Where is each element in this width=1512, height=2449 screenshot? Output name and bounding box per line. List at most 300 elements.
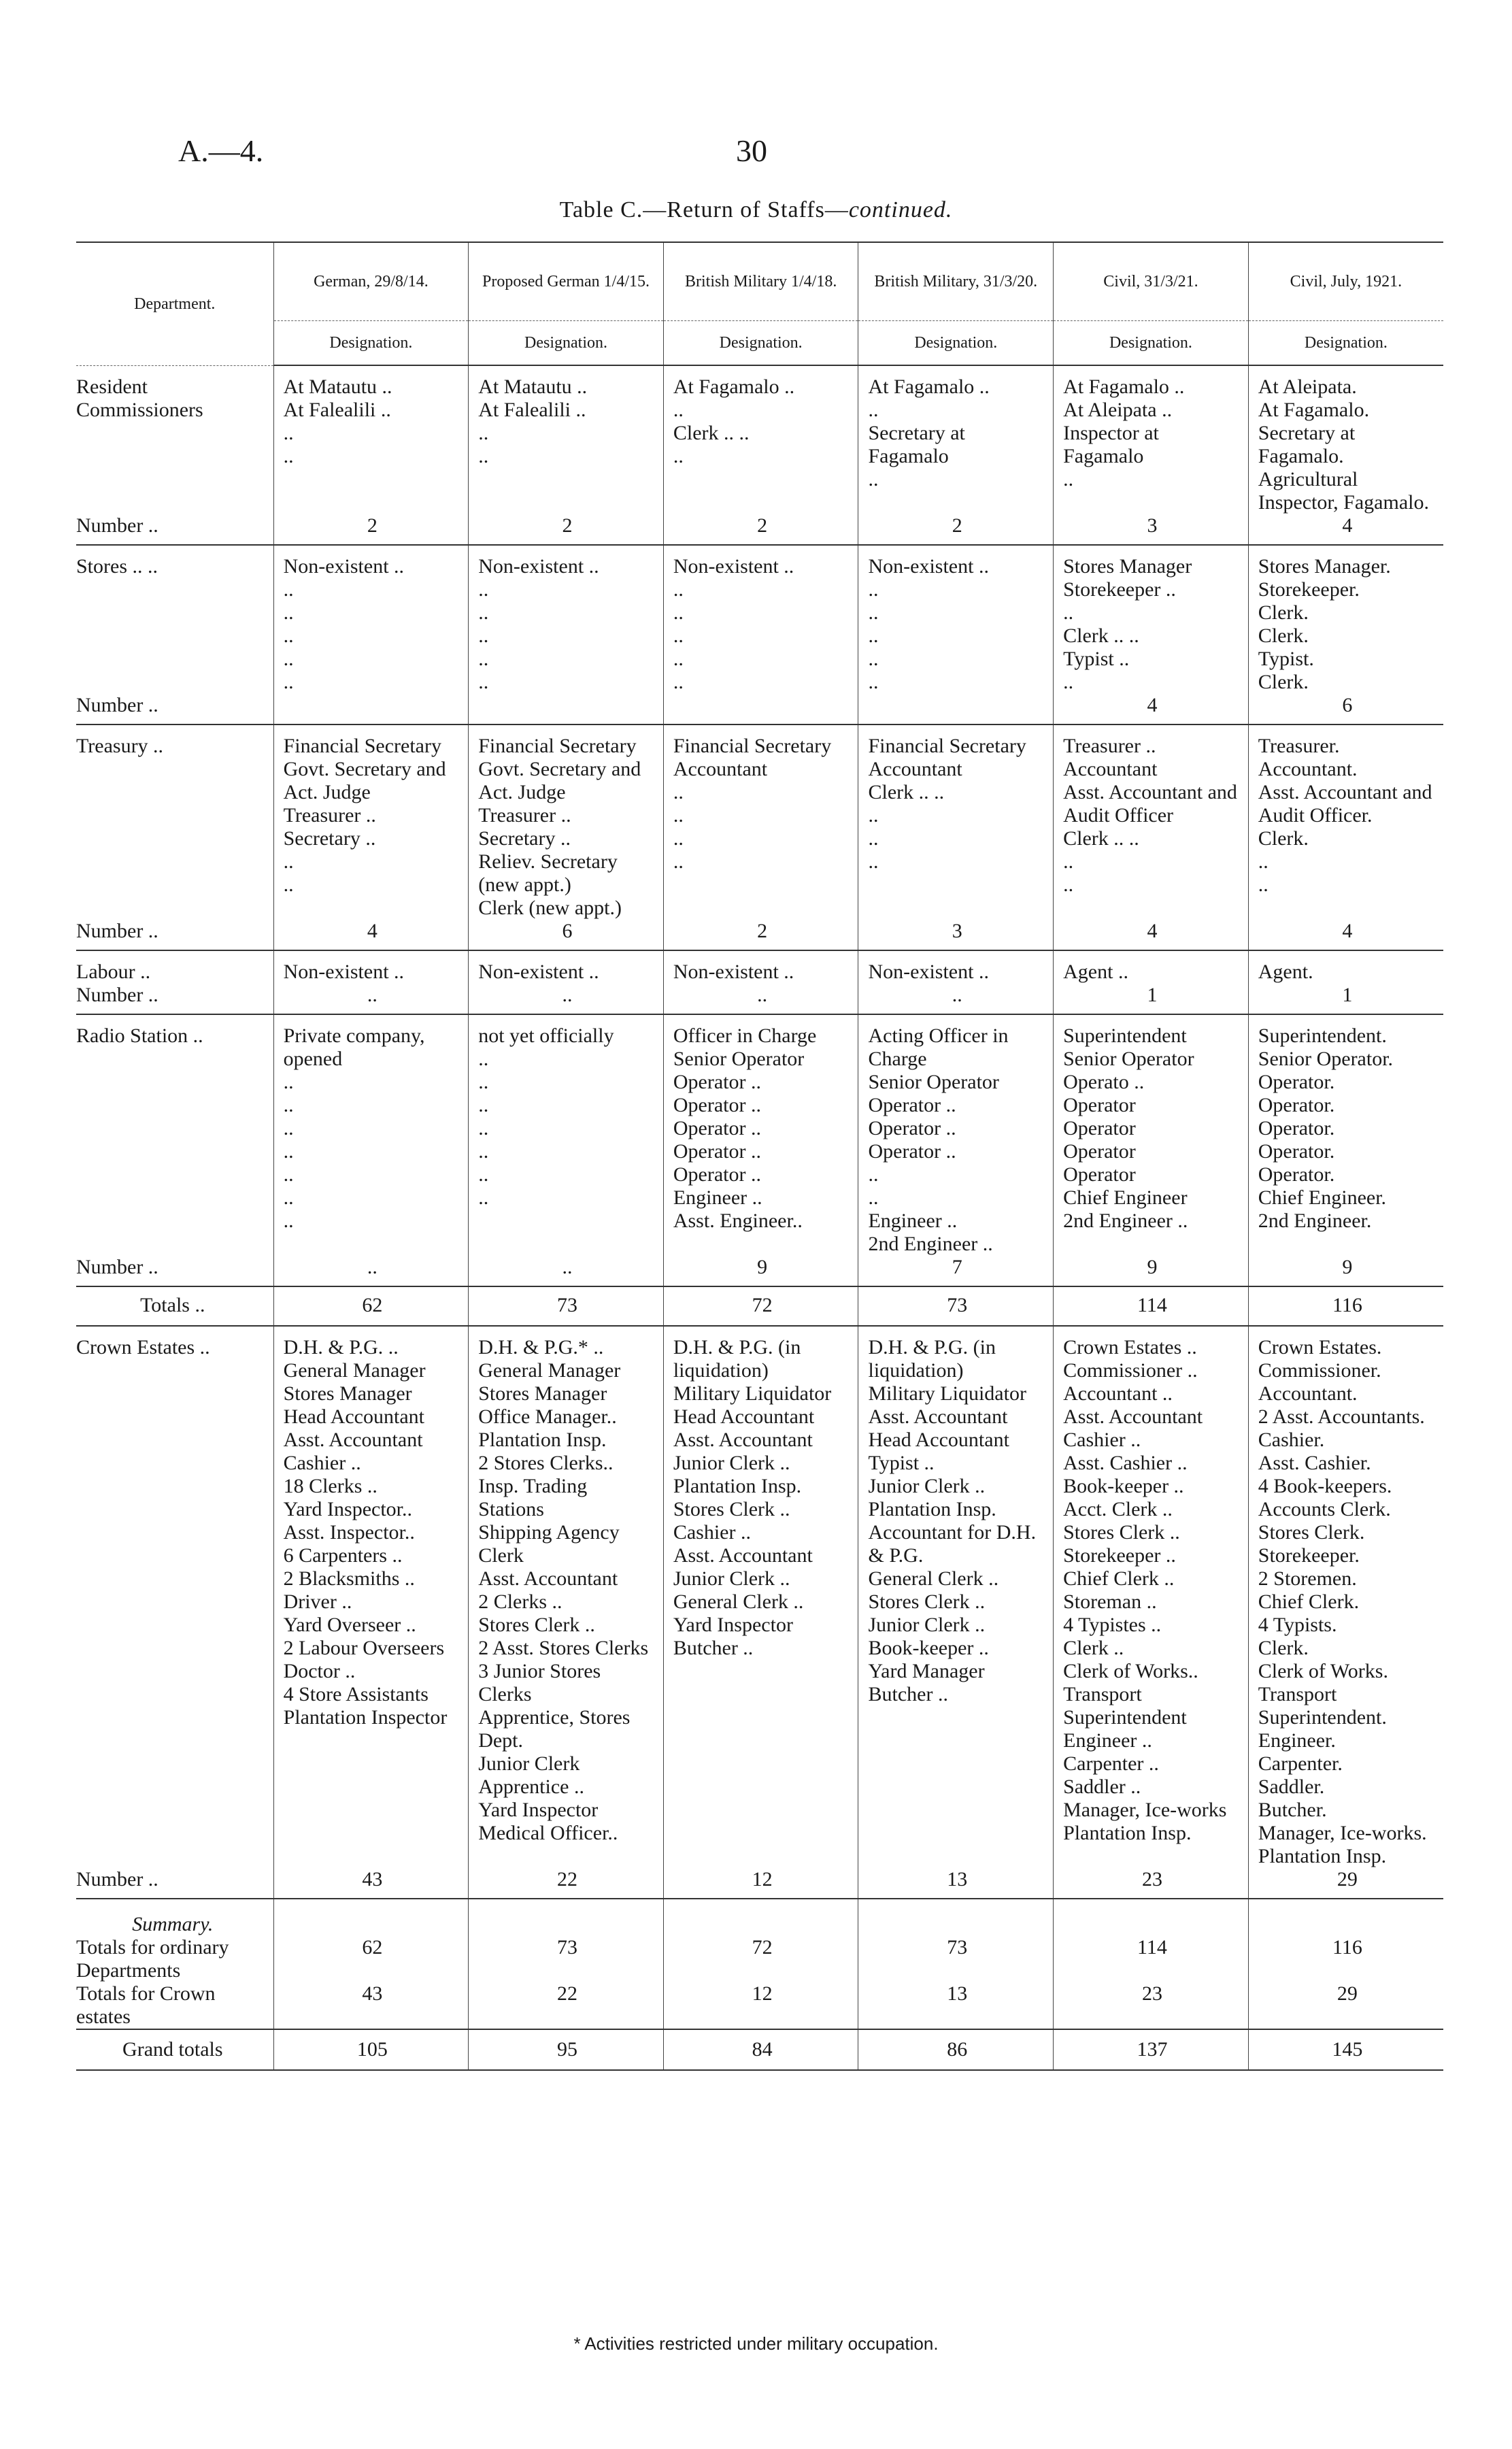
staff-count: 3: [858, 920, 1054, 950]
designation-header: Designation.: [1054, 321, 1249, 366]
department-header: Department.: [76, 242, 273, 365]
designation-line: D.H. & P.G. (in liquidation): [673, 1336, 801, 1382]
number-label: Number ..: [76, 920, 273, 950]
designation-line: Storekeeper.: [1258, 578, 1360, 601]
designation-line: ..: [868, 399, 879, 421]
designation-line: Cashier.: [1258, 1429, 1325, 1451]
table-row: [76, 545, 1443, 694]
designation-line: ..: [478, 1071, 489, 1093]
designation-line: Engineer ..: [868, 1210, 958, 1232]
staff-count: 1: [1248, 984, 1443, 1014]
designation-line: Operator ..: [868, 1117, 956, 1139]
grand-total-value: 95: [469, 2029, 664, 2070]
designation-line: ..: [1063, 601, 1074, 624]
designation-cell: [858, 545, 1054, 694]
designation-cell: [663, 724, 858, 920]
designation-line: Junior Clerk ..: [673, 1567, 790, 1590]
staff-count: 23: [1054, 1868, 1249, 1899]
staff-count: [469, 694, 664, 724]
designation-line: Junior Clerk ..: [868, 1475, 986, 1497]
designation-cell: [273, 950, 469, 984]
designation-line: Asst. Cashier.: [1258, 1452, 1371, 1474]
column-header: British Military 1/4/18.: [663, 242, 858, 321]
designation-line: Acct. Clerk ..: [1063, 1498, 1173, 1520]
staff-count: 6: [1248, 694, 1443, 724]
designation-line: Non-existent ..: [478, 555, 599, 578]
designation-line: Reliev. Secretary (new appt.): [478, 850, 618, 896]
designation-line: General Clerk ..: [868, 1567, 999, 1590]
designation-line: 2 Asst. Stores Clerks: [478, 1637, 649, 1659]
crown-estates-body: [76, 1326, 1443, 1899]
designation-line: 4 Store Assistants: [283, 1683, 429, 1705]
designation-line: ..: [673, 827, 684, 850]
column-header: Civil, July, 1921.: [1248, 242, 1443, 321]
designation-line: ..: [673, 804, 684, 827]
page-reference: A.—4.: [178, 133, 264, 168]
summary-spacer: [1054, 1899, 1249, 1936]
designation-cell: [469, 950, 664, 984]
designation-line: ..: [868, 624, 879, 647]
designation-line: ..: [673, 445, 684, 467]
grand-totals-row: [76, 2029, 1443, 2070]
designation-line: ..: [478, 1140, 489, 1163]
designation-line: Operator ..: [673, 1071, 761, 1093]
designation-cell: [273, 365, 469, 514]
designation-line: ..: [673, 601, 684, 624]
designation-line: Doctor ..: [283, 1660, 356, 1682]
designation-line: 2nd Engineer.: [1258, 1210, 1372, 1232]
designation-line: Stores Clerk.: [1258, 1521, 1365, 1544]
designation-line: Storekeeper ..: [1063, 1544, 1176, 1567]
designation-line: ..: [283, 1186, 294, 1209]
designation-line: Stores Clerk ..: [868, 1590, 986, 1613]
designation-cell: [663, 950, 858, 984]
designation-line: 2 Storemen.: [1258, 1567, 1357, 1590]
designation-line: Non-existent ..: [868, 555, 989, 578]
staff-count: ..: [858, 984, 1054, 1014]
designation-cell: [858, 1326, 1054, 1868]
designation-cell: [1054, 1014, 1249, 1256]
designation-line: Secretary at Fagamalo.: [1258, 422, 1356, 467]
designation-line: ..: [1063, 873, 1074, 896]
designation-line: Stores Clerk ..: [1063, 1521, 1180, 1544]
number-row: [76, 1868, 1443, 1899]
designation-header: Designation.: [663, 321, 858, 366]
designation-line: Asst. Cashier ..: [1063, 1452, 1188, 1474]
designation-cell: [273, 724, 469, 920]
designation-line: ..: [868, 804, 879, 827]
designation-line: ..: [478, 445, 489, 467]
designation-line: Clerk .. ..: [673, 422, 750, 444]
designation-line: Operator ..: [673, 1163, 761, 1186]
designation-line: At Fagamalo ..: [673, 376, 795, 398]
number-row: [76, 694, 1443, 724]
designation-line: ..: [283, 1140, 294, 1163]
designation-line: At Fagamalo ..: [868, 376, 990, 398]
designation-line: Treasurer ..: [1063, 735, 1156, 757]
designation-line: ..: [478, 601, 489, 624]
designation-line: Plantation Insp.: [673, 1475, 802, 1497]
designation-line: At Matautu ..: [478, 376, 588, 398]
staff-count: 43: [273, 1868, 469, 1899]
staff-count: 22: [469, 1868, 664, 1899]
staff-return-table: [76, 241, 1443, 2071]
number-label: Number ..: [76, 514, 273, 545]
designation-line: 2 Clerks ..: [478, 1590, 562, 1613]
designation-cell: [469, 545, 664, 694]
designation-cell: [1054, 1326, 1249, 1868]
designation-line: Operator: [1063, 1117, 1136, 1139]
designation-line: Yard Inspector: [478, 1799, 599, 1821]
designation-line: Accountant: [1063, 758, 1158, 780]
designation-cell: [858, 365, 1054, 514]
designation-line: Senior Operator: [673, 1048, 805, 1070]
designation-line: Asst. Accountant and Audit Officer: [1063, 781, 1237, 827]
number-row: [76, 920, 1443, 950]
designation-line: ..: [673, 671, 684, 693]
grand-total-value: 84: [663, 2029, 858, 2070]
designation-line: Transport Superintendent: [1063, 1683, 1187, 1729]
designation-line: Asst. Accountant and Audit Officer.: [1258, 781, 1432, 827]
designation-line: Office Manager..: [478, 1405, 617, 1428]
designation-line: ..: [1258, 850, 1269, 873]
designation-line: ..: [1063, 850, 1074, 873]
designation-line: Junior Clerk ..: [868, 1614, 986, 1636]
designation-line: Book-keeper ..: [868, 1637, 989, 1659]
designation-line: Operator.: [1258, 1117, 1335, 1139]
number-label: Number ..: [76, 694, 273, 724]
designation-line: Storekeeper ..: [1063, 578, 1176, 601]
number-row: [76, 1256, 1443, 1286]
designation-line: ..: [478, 624, 489, 647]
designation-line: Apprentice, Stores Dept.: [478, 1706, 631, 1752]
designation-line: ..: [478, 578, 489, 601]
designation-line: Stores Clerk ..: [478, 1614, 595, 1636]
designation-line: ..: [283, 624, 294, 647]
designation-line: Carpenter ..: [1063, 1752, 1159, 1775]
designation-cell: [1248, 950, 1443, 984]
designation-cell: [1248, 1014, 1443, 1256]
designation-line: D.H. & P.G. ..: [283, 1336, 399, 1359]
summary-body: [76, 1899, 1443, 2070]
designation-line: Asst. Accountant: [478, 1567, 618, 1590]
department-name: Labour ..: [76, 961, 151, 983]
designation-line: 2nd Engineer ..: [1063, 1210, 1188, 1232]
designation-line: Stores Manager: [1063, 555, 1192, 578]
designation-line: Senior Operator: [868, 1071, 999, 1093]
designation-line: Clerk (new appt.): [478, 897, 622, 919]
designation-line: Inspector at Fagamalo: [1063, 422, 1159, 467]
summary-spacer: [469, 1899, 664, 1936]
designation-line: Typist ..: [868, 1452, 935, 1474]
designation-line: Transport Superintendent.: [1258, 1683, 1387, 1729]
designation-line: Plantation Inspector: [283, 1706, 448, 1729]
totals-value: 73: [858, 1286, 1054, 1326]
designation-line: Chief Engineer: [1063, 1186, 1188, 1209]
designation-cell: [273, 1014, 469, 1256]
designation-line: ..: [478, 422, 489, 444]
designation-line: ..: [673, 781, 684, 803]
designation-line: Accountant.: [1258, 758, 1358, 780]
designation-line: Govt. Secretary and Act. Judge: [478, 758, 641, 803]
designation-line: Apprentice ..: [478, 1776, 584, 1798]
designation-line: Stores Manager.: [1258, 555, 1391, 578]
table-title: Table C.—Return of Staffs—continued.: [559, 197, 953, 222]
summary-spacer: [663, 1899, 858, 1936]
designation-line: Butcher.: [1258, 1799, 1327, 1821]
designation-line: ..: [673, 399, 684, 421]
summary-spacer: [1248, 1899, 1443, 1936]
designation-line: At Falealili ..: [478, 399, 586, 421]
designation-cell: [663, 1326, 858, 1868]
designation-line: Book-keeper ..: [1063, 1475, 1184, 1497]
designation-line: not yet officially: [478, 1024, 614, 1047]
designation-line: Operato ..: [1063, 1071, 1145, 1093]
table-row: [76, 1326, 1443, 1868]
designation-line: Head Accountant: [868, 1429, 1009, 1451]
summary-label: Totals for ordinary Departments: [76, 1936, 229, 1982]
designation-line: ..: [868, 1163, 879, 1186]
designation-line: Military Liquidator: [868, 1382, 1026, 1405]
staff-count: 29: [1248, 1868, 1443, 1899]
designation-cell: [663, 1014, 858, 1256]
staff-count: 9: [663, 1256, 858, 1286]
summary-value: 62: [273, 1936, 469, 1982]
summary-value: 23: [1054, 1982, 1249, 2029]
designation-line: Yard Inspector..: [283, 1498, 412, 1520]
designation-line: ..: [478, 1186, 489, 1209]
designation-line: Clerk .. ..: [1063, 624, 1139, 647]
number-label: Number ..: [76, 1256, 273, 1286]
designation-line: Govt. Secretary and Act. Judge: [283, 758, 446, 803]
designation-cell: [1054, 365, 1249, 514]
designation-line: Clerk .. ..: [1063, 827, 1139, 850]
designation-line: Non-existent ..: [673, 555, 794, 578]
staff-count: 3: [1054, 514, 1249, 545]
designation-line: ..: [1258, 873, 1269, 896]
staff-count: 1: [1054, 984, 1249, 1014]
designation-line: Chief Clerk.: [1258, 1590, 1360, 1613]
column-header: Civil, 31/3/21.: [1054, 242, 1249, 321]
column-header: German, 29/8/14.: [273, 242, 469, 321]
number-label: Number ..: [76, 1868, 273, 1899]
designation-line: Asst. Engineer..: [673, 1210, 803, 1232]
totals-value: 72: [663, 1286, 858, 1326]
summary-value: 22: [469, 1982, 664, 2029]
staff-count: 13: [858, 1868, 1054, 1899]
designation-line: Operator: [1063, 1094, 1136, 1116]
table-row: [76, 950, 1443, 984]
designation-line: Engineer ..: [673, 1186, 762, 1209]
summary-value: 73: [858, 1936, 1054, 1982]
totals-value: 62: [273, 1286, 469, 1326]
table-row: [76, 365, 1443, 514]
designation-line: Yard Overseer ..: [283, 1614, 416, 1636]
designation-line: ..: [868, 601, 879, 624]
totals-value: 73: [469, 1286, 664, 1326]
department-name: Crown Estates ..: [76, 1336, 210, 1359]
designation-cell: [469, 1014, 664, 1256]
staff-count: 4: [273, 920, 469, 950]
designation-line: Asst. Accountant: [868, 1405, 1008, 1428]
designation-line: ..: [283, 873, 294, 896]
designation-line: ..: [283, 422, 294, 444]
designation-line: 4 Typists.: [1258, 1614, 1337, 1636]
number-label: Number ..: [76, 984, 273, 1014]
designation-line: Accounts Clerk.: [1258, 1498, 1391, 1520]
designation-line: Stores Manager: [283, 1382, 412, 1405]
designation-line: Saddler.: [1258, 1776, 1325, 1798]
totals-row: [76, 1286, 1443, 1326]
designation-cell: [1248, 724, 1443, 920]
designation-cell: [469, 724, 664, 920]
designation-line: Saddler ..: [1063, 1776, 1141, 1798]
designation-header: Designation.: [273, 321, 469, 366]
totals-label: Totals ..: [76, 1286, 273, 1326]
summary-value: 12: [663, 1982, 858, 2029]
department-name: Radio Station ..: [76, 1024, 203, 1047]
summary-value: 43: [273, 1982, 469, 2029]
totals-value: 114: [1054, 1286, 1249, 1326]
designation-line: D.H. & P.G. (in liquidation): [868, 1336, 996, 1382]
summary-row: [76, 1982, 1443, 2029]
designation-line: 2 Asst. Accountants.: [1258, 1405, 1425, 1428]
designation-line: Clerk.: [1258, 624, 1309, 647]
designation-line: ..: [868, 578, 879, 601]
designation-line: Accountant: [868, 758, 962, 780]
designation-line: General Clerk ..: [673, 1590, 804, 1613]
designation-line: ..: [673, 850, 684, 873]
staff-count: [273, 694, 469, 724]
designation-line: Agricultural Inspector, Fagamalo.: [1258, 468, 1429, 514]
grand-total-value: 137: [1054, 2029, 1249, 2070]
designation-line: ..: [478, 1117, 489, 1139]
designation-line: At Aleipata ..: [1063, 399, 1173, 421]
grand-total-value: 86: [858, 2029, 1054, 2070]
designation-line: 2 Blacksmiths ..: [283, 1567, 415, 1590]
staff-count: ..: [663, 984, 858, 1014]
designation-line: Storeman ..: [1063, 1590, 1157, 1613]
designation-header: Designation.: [469, 321, 664, 366]
designation-line: ..: [868, 850, 879, 873]
designation-cell: [273, 1326, 469, 1868]
designation-cell: [858, 1014, 1054, 1256]
designation-line: Non-existent ..: [673, 961, 794, 983]
designation-line: 4 Typistes ..: [1063, 1614, 1162, 1636]
designation-line: Operator.: [1258, 1163, 1335, 1186]
designation-line: General Manager: [478, 1359, 621, 1382]
staff-count: [663, 694, 858, 724]
designation-line: Acting Officer in Charge: [868, 1024, 1009, 1070]
designation-line: ..: [478, 1163, 489, 1186]
staff-count: ..: [469, 984, 664, 1014]
totals-value: 116: [1248, 1286, 1443, 1326]
designation-line: Asst. Accountant: [673, 1544, 813, 1567]
designation-line: Operator ..: [868, 1140, 956, 1163]
designation-cell: [663, 545, 858, 694]
designation-line: ..: [1063, 671, 1074, 693]
designation-line: Carpenter.: [1258, 1752, 1343, 1775]
designation-line: Medical Officer..: [478, 1822, 618, 1844]
designation-cell: [1054, 950, 1249, 984]
designation-line: ..: [673, 624, 684, 647]
table-row: [76, 724, 1443, 920]
designation-line: D.H. & P.G.* ..: [478, 1336, 604, 1359]
designation-line: Non-existent ..: [283, 961, 405, 983]
staff-count: 9: [1054, 1256, 1249, 1286]
designation-line: Operator ..: [673, 1094, 761, 1116]
designation-line: Accountant ..: [1063, 1382, 1173, 1405]
designation-line: Clerk.: [1258, 601, 1309, 624]
summary-value: 29: [1248, 1982, 1443, 2029]
designation-line: Operator ..: [868, 1094, 956, 1116]
designation-line: ..: [868, 1186, 879, 1209]
designation-line: Treasurer.: [1258, 735, 1340, 757]
designation-line: Driver ..: [283, 1590, 352, 1613]
staff-count: 2: [663, 920, 858, 950]
department-name: Resident Commissioners: [76, 375, 203, 421]
summary-title-row: [76, 1899, 1443, 1936]
designation-line: ..: [478, 648, 489, 670]
designation-line: At Fagamalo ..: [1063, 376, 1185, 398]
designation-line: ..: [673, 648, 684, 670]
designation-line: Military Liquidator: [673, 1382, 832, 1405]
designation-line: ..: [868, 827, 879, 850]
summary-value: 73: [469, 1936, 664, 1982]
designation-line: Clerk.: [1258, 1637, 1309, 1659]
staff-count: ..: [469, 1256, 664, 1286]
column-header: British Military, 31/3/20.: [858, 242, 1054, 321]
designation-line: At Matautu ..: [283, 376, 392, 398]
designation-line: Operator: [1063, 1163, 1136, 1186]
designation-line: ..: [283, 445, 294, 467]
designation-line: 2 Labour Overseers: [283, 1637, 445, 1659]
designation-cell: [1248, 545, 1443, 694]
designation-line: General Manager: [283, 1359, 426, 1382]
staff-count: 2: [663, 514, 858, 545]
designation-line: Non-existent ..: [868, 961, 989, 983]
summary-label: Totals for Crown estates: [76, 1982, 216, 2028]
staff-count: ..: [273, 984, 469, 1014]
designation-line: ..: [868, 648, 879, 670]
staff-count: 4: [1054, 920, 1249, 950]
designation-line: ..: [868, 671, 879, 693]
designation-line: Typist ..: [1063, 648, 1130, 670]
designation-cell: [469, 1326, 664, 1868]
designation-line: Non-existent ..: [283, 555, 405, 578]
designation-line: Senior Operator: [1063, 1048, 1194, 1070]
designation-line: Cashier ..: [283, 1452, 361, 1474]
designation-line: Operator ..: [673, 1140, 761, 1163]
grand-total-value: 105: [273, 2029, 469, 2070]
designation-line: Clerk .. ..: [868, 781, 945, 803]
designation-line: Agent.: [1258, 961, 1313, 983]
summary-value: 114: [1054, 1936, 1249, 1982]
designation-line: Operator ..: [673, 1117, 761, 1139]
designation-line: 2nd Engineer ..: [868, 1233, 993, 1255]
designation-line: Clerk.: [1258, 827, 1309, 850]
staff-count: 7: [858, 1256, 1054, 1286]
designation-line: Accountant: [673, 758, 768, 780]
staff-count: 12: [663, 1868, 858, 1899]
designation-line: ..: [283, 1094, 294, 1116]
designation-line: Financial Secretary: [673, 735, 832, 757]
designation-line: 3 Junior Stores Clerks: [478, 1660, 601, 1705]
designation-line: Yard Manager: [868, 1660, 985, 1682]
summary-spacer: [273, 1899, 469, 1936]
designation-line: Financial Secretary: [478, 735, 637, 757]
designation-line: Superintendent: [1063, 1024, 1187, 1047]
